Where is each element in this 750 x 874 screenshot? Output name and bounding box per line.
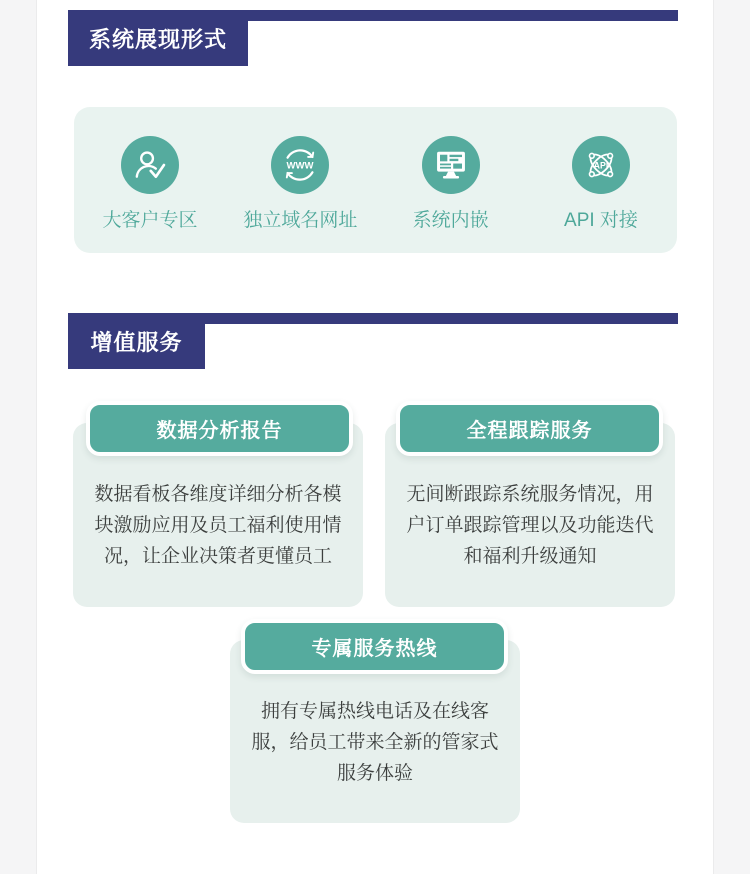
section-title-display-forms: 系统展现形式 bbox=[88, 26, 227, 52]
feature-item-vip-zone bbox=[90, 136, 210, 232]
right-margin-rail bbox=[713, 0, 750, 874]
card-body-text: 拥有专属热线电话及在线客服，给员工带来全新的管家式服务体验 bbox=[251, 701, 499, 784]
left-margin-rail bbox=[0, 0, 37, 874]
feature-label: 系统内嵌 bbox=[412, 210, 489, 231]
card-body-text: 数据看板各维度详细分析各模块激励应用及员工福利使用情况，让企业决策者更懂员工 bbox=[94, 484, 342, 567]
api-icon bbox=[572, 136, 630, 194]
card-title-pill-hotline bbox=[241, 619, 508, 674]
www-globe-icon bbox=[271, 136, 329, 194]
card-body-text: 无间断跟踪系统服务情况，用户订单跟踪管理以及功能迭代和福利升级通知 bbox=[406, 484, 654, 567]
features-panel bbox=[74, 107, 677, 253]
feature-label: API 对接 bbox=[564, 210, 638, 231]
card-title: 数据分析报告 bbox=[156, 420, 283, 442]
feature-item-embed bbox=[391, 136, 511, 232]
card-title: 全程跟踪服务 bbox=[466, 420, 593, 442]
person-check-icon bbox=[121, 136, 179, 194]
card-title-pill-tracking bbox=[396, 401, 663, 456]
feature-label: 大客户专区 bbox=[102, 210, 198, 231]
header-title-block bbox=[68, 10, 248, 66]
section-title-value-added-services: 增值服务 bbox=[90, 329, 183, 355]
feature-item-domain bbox=[240, 136, 360, 232]
feature-label: 独立域名网址 bbox=[243, 210, 358, 231]
monitor-icon bbox=[422, 136, 480, 194]
header-title-block bbox=[68, 313, 205, 369]
svg-text:API: API bbox=[593, 160, 609, 171]
card-title-pill-data-report bbox=[86, 401, 353, 456]
card-title: 专属服务热线 bbox=[311, 638, 438, 660]
feature-item-api bbox=[541, 136, 661, 232]
svg-text:WWW: WWW bbox=[286, 160, 314, 172]
